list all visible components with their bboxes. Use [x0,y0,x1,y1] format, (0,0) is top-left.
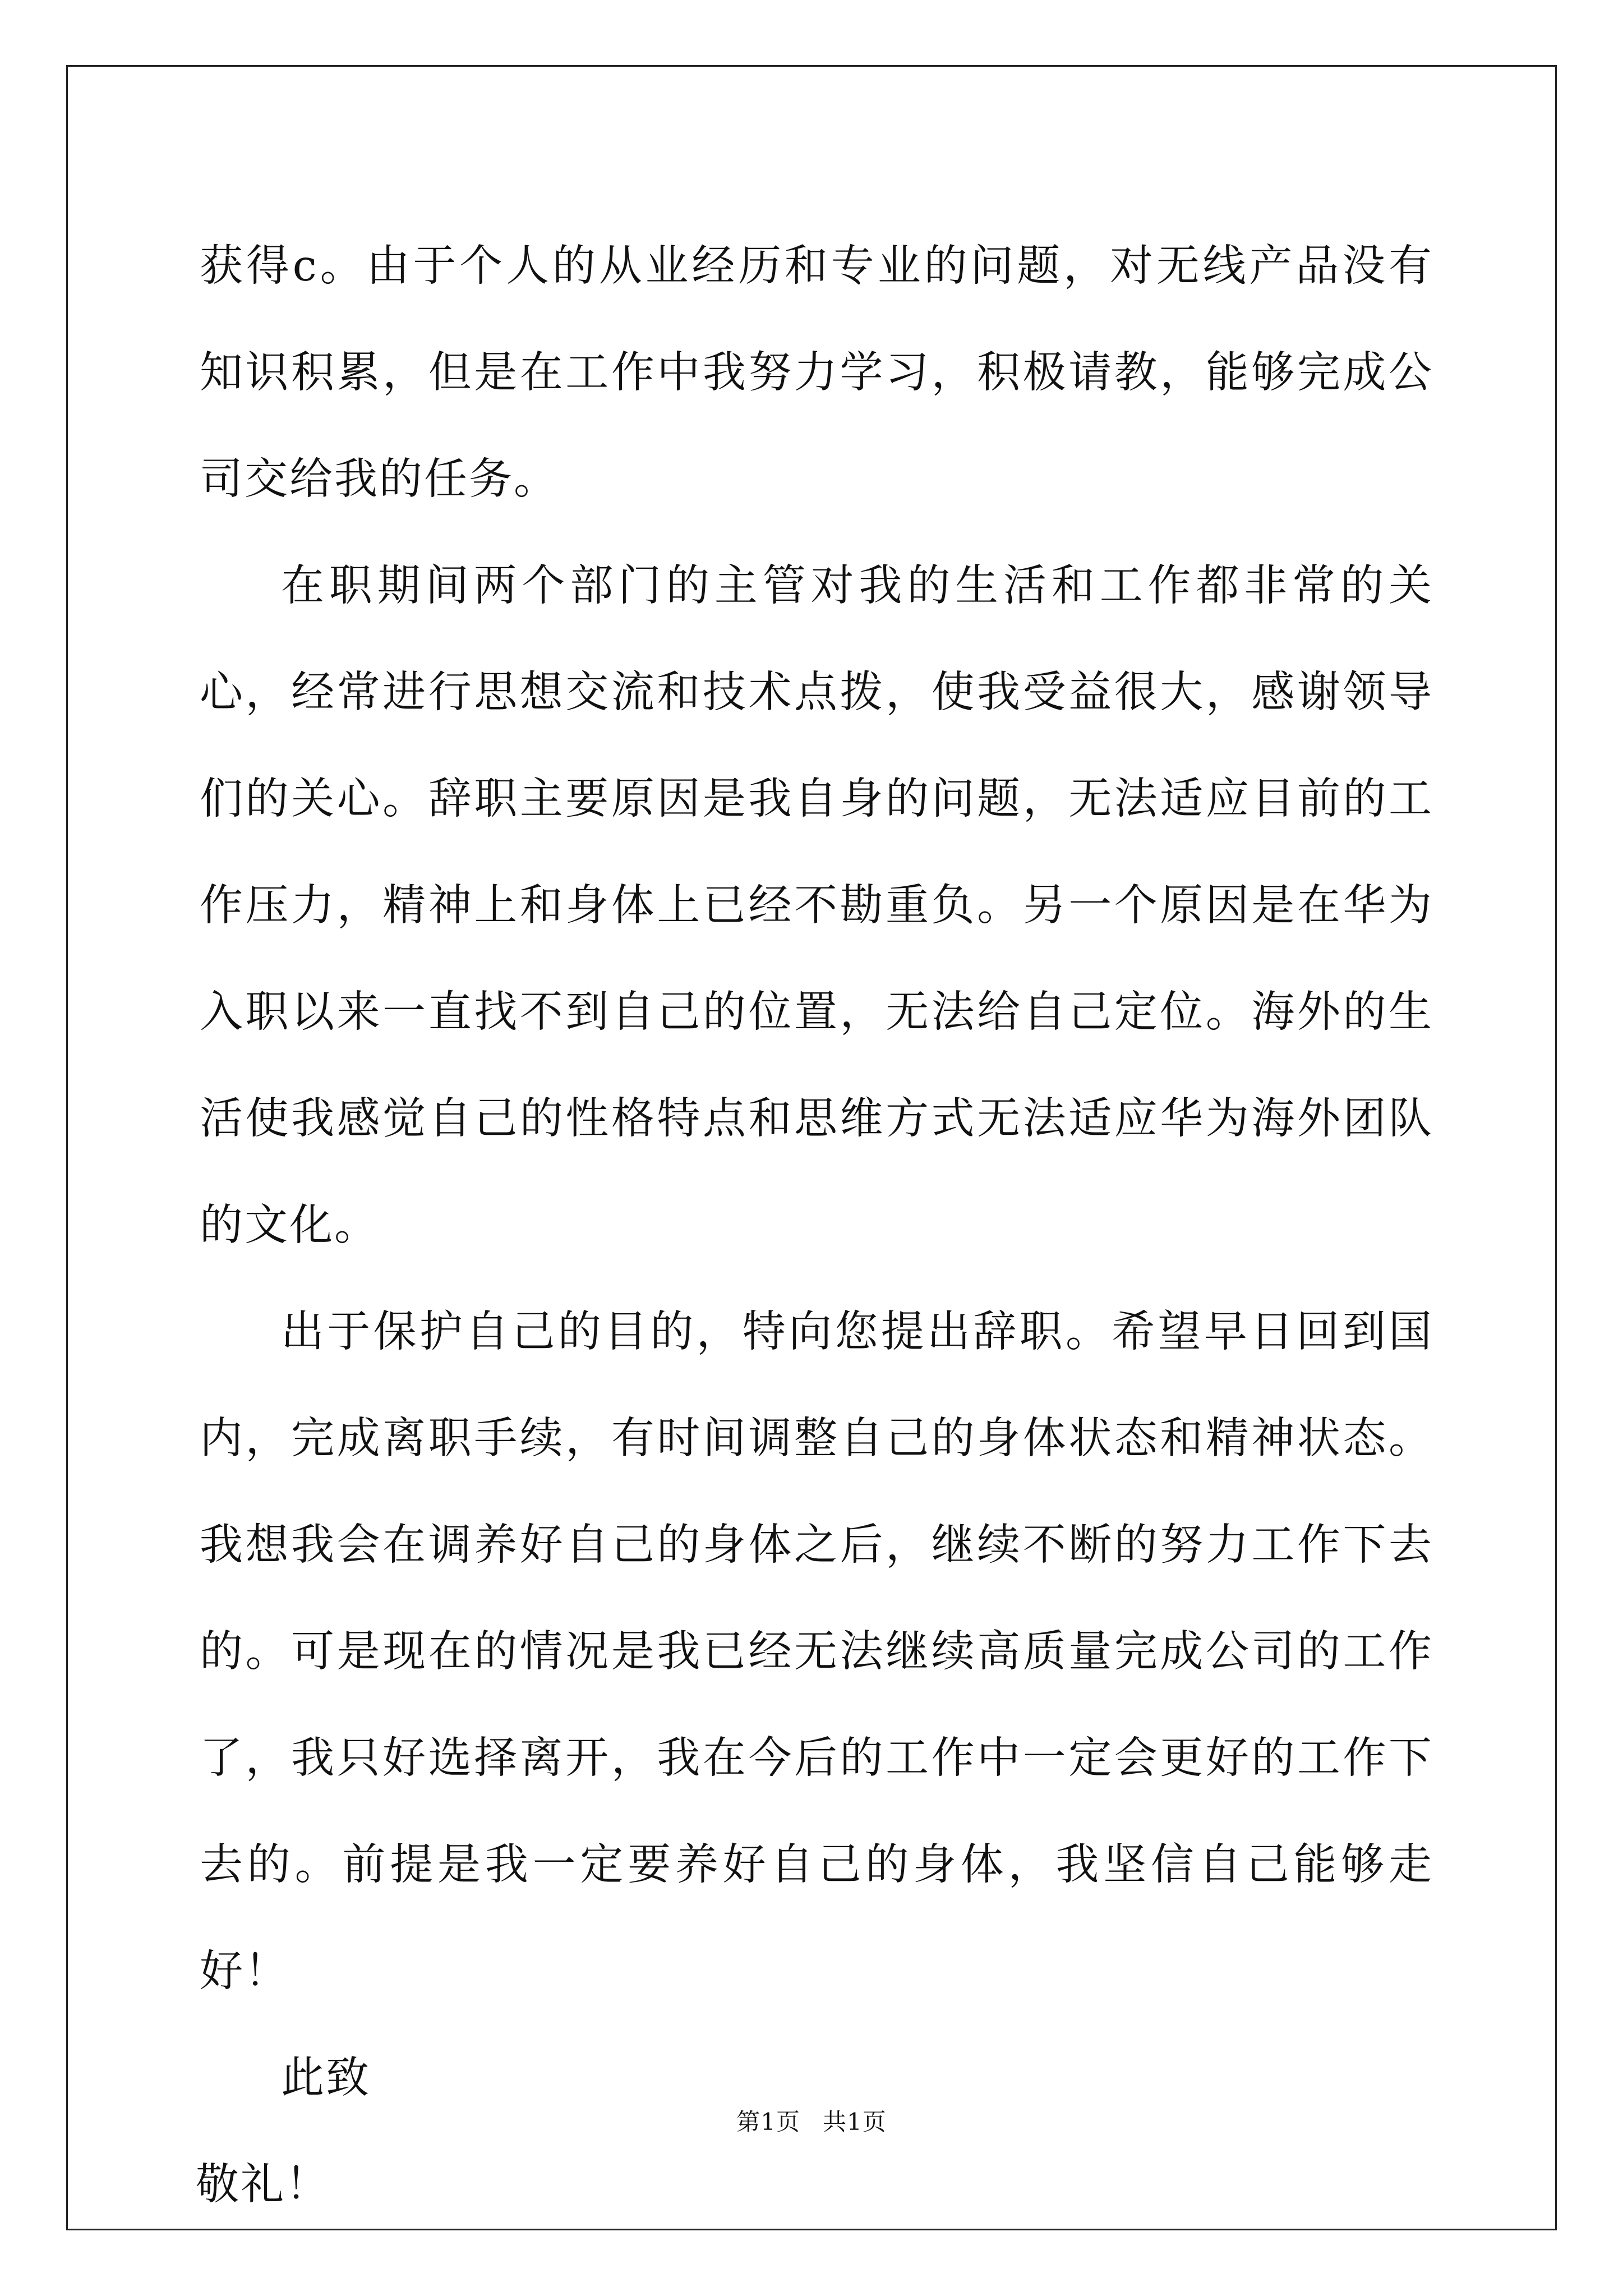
page-total: 共1页 [823,2108,887,2136]
paragraph-2: 在职期间两个部门的主管对我的生活和工作都非常的关心，经常进行思想交流和技术点拨，使我受益很大，感谢领导们的关心。辞职主要原因是我自身的问题，无法适应目前的工作压力，精神上和身体上已经不勘重负。另一个原因是在华为入职以来一直找不到自己的位置，无法给自己定位。海外的生活使我感觉自己的性格特点和思维方式无法适应华为海外团队的文化。 [200,561,1433,1250]
closing: 敬礼！ [196,2160,330,2210]
paragraph-3: 出于保护自己的目的，特向您提出辞职。希望早日回到国内，完成离职手续，有时间调整自己的身体状态和精神状态。我想我会在调养好自己的身体之后，继续不断的努力工作下去的。可是现在的情况是我已经无法继续高质量完成公司的工作了，我只好选择离开，我在今后的工作中一定会更好的工作下去的。前提是我一定要养好自己的身体，我坚信自己能够走好！ [200,1307,1433,1996]
page-footer [0,2104,1623,2137]
page-number: 第1页 [736,2108,800,2136]
document-body [196,213,1433,2238]
paragraph-1: 获得c。由于个人的从业经历和专业的问题，对无线产品没有知识积累，但是在工作中我努力学习，积极请教，能够完成公司交给我的任务。 [200,241,1433,504]
salutation: 此致 [281,2053,371,2103]
